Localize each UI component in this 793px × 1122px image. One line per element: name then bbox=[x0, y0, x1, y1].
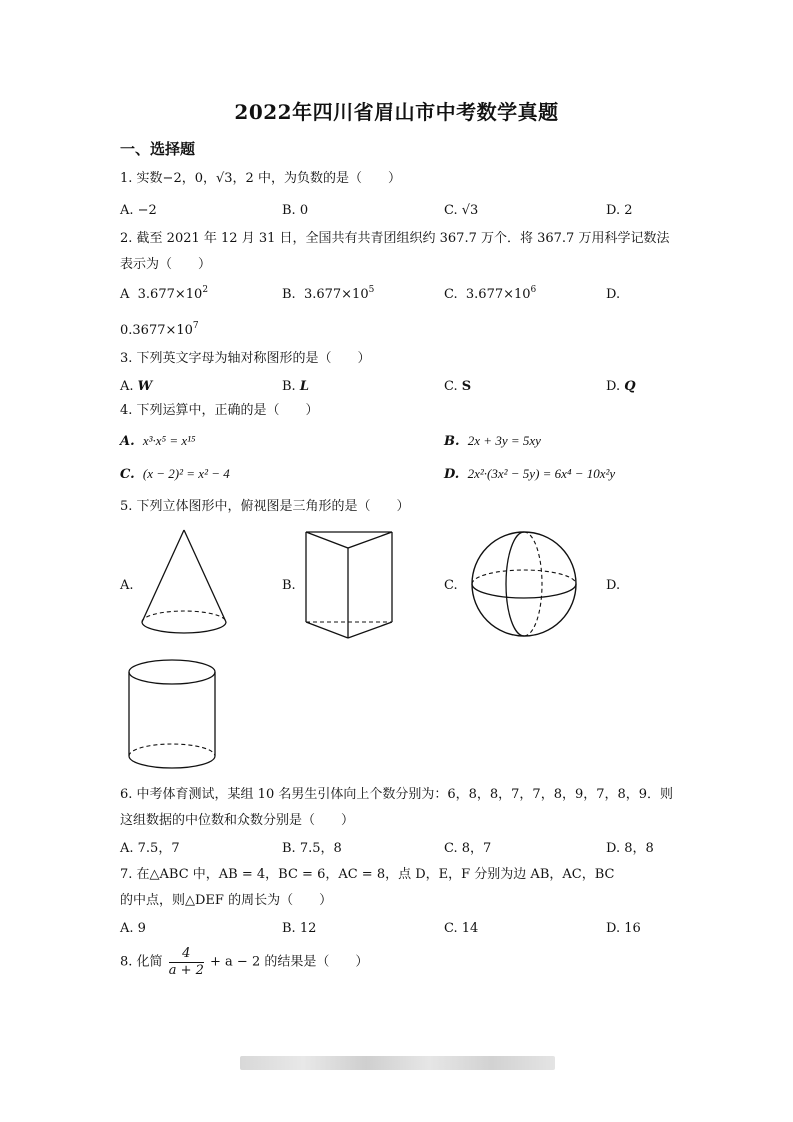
q2-option-a-label: A bbox=[120, 287, 130, 302]
q7-option-b: B. 12 bbox=[282, 921, 317, 936]
question-4: 4. 下列运算中，正确的是（ ） bbox=[120, 403, 319, 418]
q3-option-c-letter: S bbox=[461, 379, 472, 394]
q1-option-c: C. √3 bbox=[444, 203, 479, 218]
triangular-prism-figure bbox=[300, 528, 400, 642]
q6-line-1: 6. 中考体育测试，某组 10 名男生引体向上个数分别为：6，8，8，7，7，8，9，7，8，9．则 bbox=[120, 787, 674, 802]
q7-option-a: A. 9 bbox=[120, 921, 146, 936]
question-5: 5. 下列立体图形中，俯视图是三角形的是（ ） bbox=[120, 499, 410, 514]
question-3: 3. 下列英文字母为轴对称图形的是（ ） bbox=[120, 351, 371, 366]
q4-option-c bbox=[120, 463, 230, 486]
q1-text-c: √3 bbox=[215, 171, 233, 186]
q1-option-a: A. −2 bbox=[120, 203, 157, 218]
q4-option-a bbox=[120, 430, 196, 453]
q2-option-d-label: D. bbox=[606, 287, 621, 302]
q2-option-a bbox=[120, 284, 208, 306]
question-8 bbox=[120, 946, 680, 979]
q4-option-b-label: B. bbox=[444, 434, 460, 449]
q8-denominator: a + 2 bbox=[168, 963, 204, 978]
q3-option-b-label: B. bbox=[282, 379, 300, 394]
q1-text-d: ，2 中，为负数的是（ ） bbox=[232, 171, 401, 186]
q5-label-a: A. bbox=[120, 578, 134, 593]
q1-text-b: −2，0， bbox=[162, 171, 216, 186]
page-title: 2022年四川省眉山市中考数学真题 bbox=[234, 100, 559, 124]
question-6 bbox=[120, 782, 685, 834]
q4-option-d-expr: 2x²·(3x² − 5y) = 6x⁴ − 10x²y bbox=[467, 466, 616, 481]
q1-text-a: 1. 实数 bbox=[120, 171, 163, 186]
q4-option-a-label: A. bbox=[120, 434, 135, 449]
q2-option-d-base: 0.3677×10 bbox=[120, 323, 193, 338]
question-7 bbox=[120, 862, 685, 914]
q6-option-b: B. 7.5，8 bbox=[282, 841, 342, 856]
q4-option-a-expr: x³·x⁵ = x¹⁵ bbox=[142, 433, 196, 448]
q2-option-a-exp: 2 bbox=[202, 285, 209, 295]
q8-fraction bbox=[169, 946, 204, 979]
q2-option-b-label: B. bbox=[282, 287, 296, 302]
q3-option-d-label: D. bbox=[606, 379, 625, 394]
q7-option-d: D. 16 bbox=[606, 921, 641, 936]
q8-prefix: 8. 化简 bbox=[120, 954, 163, 970]
q2-option-d bbox=[120, 320, 199, 342]
q3-option-b bbox=[282, 376, 309, 398]
q5-label-c: C. bbox=[444, 578, 458, 593]
q2-option-a-base: 3.677×10 bbox=[137, 287, 203, 302]
q2-option-c-base: 3.677×10 bbox=[465, 287, 531, 302]
q2-option-c-label: C. bbox=[444, 287, 458, 302]
q6-line-2: 这组数据的中位数和众数分别是（ ） bbox=[120, 813, 355, 828]
q3-option-c bbox=[444, 376, 471, 398]
q2-line-2: 表示为（ ） bbox=[120, 257, 212, 272]
q5-label-d: D. bbox=[606, 578, 621, 593]
q5-label-b: B. bbox=[282, 578, 296, 593]
q4-option-c-expr: (x − 2)² = x² − 4 bbox=[142, 466, 230, 481]
q3-option-a-letter: W bbox=[137, 379, 153, 394]
q1-option-d: D. 2 bbox=[606, 203, 633, 218]
q6-option-a: A. 7.5，7 bbox=[120, 841, 180, 856]
q3-option-a-label: A. bbox=[120, 379, 138, 394]
cylinder-figure bbox=[124, 656, 220, 774]
q4-option-b-expr: 2x + 3y = 5xy bbox=[467, 433, 541, 448]
q3-option-c-label: C. bbox=[444, 379, 462, 394]
q2-option-b-base: 3.677×10 bbox=[303, 287, 369, 302]
q8-suffix: + a − 2 的结果是（ ） bbox=[210, 954, 369, 970]
q4-option-d bbox=[444, 463, 615, 486]
q6-option-c: C. 8，7 bbox=[444, 841, 492, 856]
q4-option-d-label: D. bbox=[444, 467, 460, 482]
blurred-footer-watermark bbox=[240, 1056, 555, 1070]
q3-option-d bbox=[606, 376, 636, 398]
q2-option-c-exp: 6 bbox=[530, 285, 537, 295]
q6-option-d: D. 8，8 bbox=[606, 841, 654, 856]
q7-line-1: 7. 在△ABC 中，AB = 4，BC = 6，AC = 8，点 D，E，F 分别为边 AB，AC，BC bbox=[120, 867, 615, 882]
cone-figure bbox=[136, 528, 232, 640]
q8-numerator: 4 bbox=[169, 946, 204, 963]
sphere-figure bbox=[466, 528, 582, 640]
q4-option-c-label: C. bbox=[120, 467, 135, 482]
question-2 bbox=[120, 226, 685, 278]
q1-option-b: B. 0 bbox=[282, 203, 309, 218]
section-heading: 一、选择题 bbox=[120, 140, 196, 158]
q2-option-b-exp: 5 bbox=[368, 285, 375, 295]
q2-option-b bbox=[282, 284, 374, 306]
q3-option-b-letter: L bbox=[299, 379, 309, 394]
q7-line-2: 的中点，则△DEF 的周长为（ ） bbox=[120, 893, 333, 908]
q4-option-b bbox=[444, 430, 541, 453]
q7-option-c: C. 14 bbox=[444, 921, 479, 936]
q2-option-d-exp: 7 bbox=[192, 321, 199, 331]
q2-line-1: 2. 截至 2021 年 12 月 31 日，全国共有共青团组织约 367.7 万个．将 367.7 万用科学记数法 bbox=[120, 231, 670, 246]
question-1 bbox=[120, 166, 680, 192]
q3-option-d-letter: Q bbox=[624, 379, 636, 394]
q3-option-a bbox=[120, 376, 152, 398]
q2-option-c bbox=[444, 284, 536, 306]
